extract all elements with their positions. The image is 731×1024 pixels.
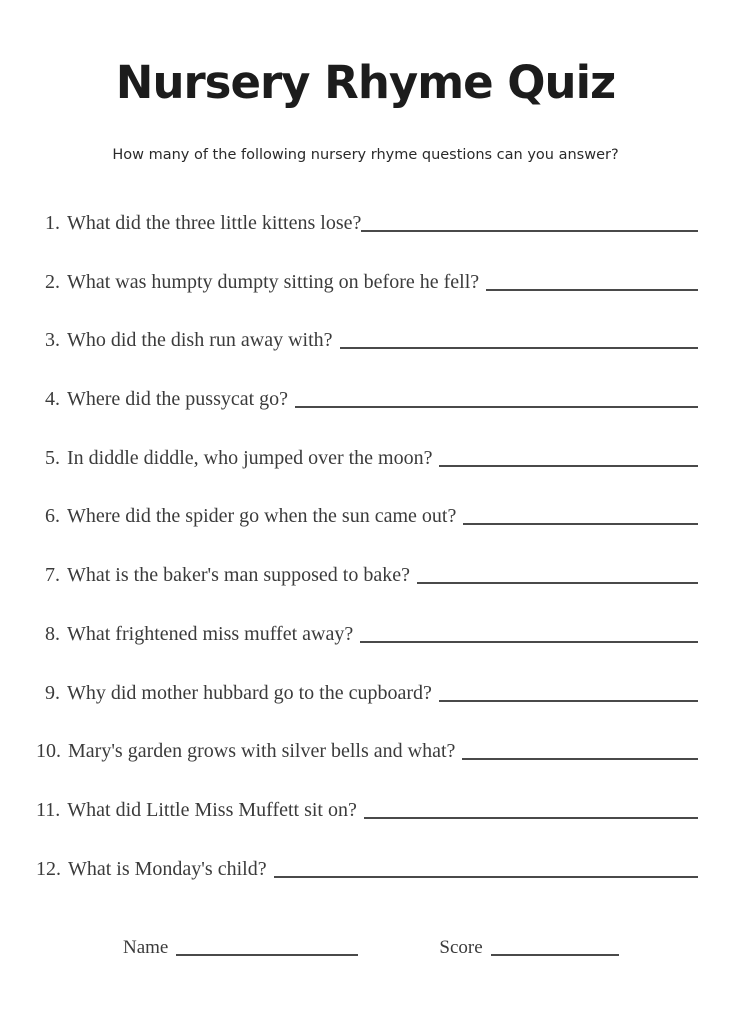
answer-line: [274, 876, 698, 878]
answer-line: [417, 582, 698, 584]
question-text: Mary's garden grows with silver bells and what?: [68, 740, 456, 763]
answer-line: [439, 465, 698, 467]
answer-line: [295, 406, 698, 408]
question-text: What did Little Miss Muffett sit on?: [67, 798, 357, 821]
question-row: [36, 681, 698, 705]
question-number: 10.: [36, 740, 61, 763]
question-row: [36, 211, 698, 235]
question-row: [36, 739, 698, 763]
score-blank-line: [491, 954, 619, 956]
question-number: 9.: [45, 681, 60, 704]
name-label: Name: [123, 937, 169, 958]
question-text: In diddle diddle, who jumped over the moon?: [67, 446, 433, 469]
question-number: 5.: [45, 446, 60, 469]
question-number: 11.: [36, 798, 61, 821]
answer-line: [340, 347, 699, 349]
question-text: What is the baker's man supposed to bake?: [67, 564, 410, 587]
name-blank-line: [176, 954, 358, 956]
question-row: [36, 857, 698, 881]
answer-line: [463, 523, 698, 525]
question-text: Where did the spider go when the sun came out?: [67, 505, 457, 528]
question-number: 4.: [45, 388, 60, 411]
question-number: 2.: [45, 270, 60, 293]
question-number: 7.: [45, 564, 60, 587]
question-row: [36, 798, 698, 822]
answer-line: [361, 230, 698, 232]
question-list: [0, 211, 731, 881]
question-text: Where did the pussycat go?: [67, 388, 289, 411]
answer-line: [360, 641, 698, 643]
question-row: [36, 622, 698, 646]
question-text: What did the three little kittens lose?: [67, 212, 362, 234]
question-number: 12.: [36, 857, 61, 880]
question-row: [36, 504, 698, 528]
question-number: 3.: [45, 329, 60, 352]
question-row: [36, 270, 698, 294]
footer: [123, 936, 698, 960]
question-number: 1.: [45, 212, 60, 234]
subtitle: How many of the following nursery rhyme questions can you answer?: [112, 147, 619, 163]
question-text: Why did mother hubbard go to the cupboard?: [67, 681, 432, 704]
question-text: What was humpty dumpty sitting on before he fell?: [67, 270, 480, 293]
question-number: 6.: [45, 505, 60, 528]
question-number: 8.: [45, 622, 60, 645]
question-text: What frightened miss muffet away?: [67, 622, 354, 645]
question-row: [36, 563, 698, 587]
page-title: Nursery Rhyme Quiz: [115, 56, 616, 109]
question-row: [36, 387, 698, 411]
answer-line: [462, 758, 698, 760]
question-row: [36, 328, 698, 352]
question-text: Who did the dish run away with?: [67, 329, 333, 352]
question-text: What is Monday's child?: [68, 857, 267, 880]
answer-line: [439, 700, 698, 702]
answer-line: [364, 817, 698, 819]
question-row: [36, 446, 698, 470]
answer-line: [486, 289, 698, 291]
score-label: Score: [439, 937, 483, 958]
